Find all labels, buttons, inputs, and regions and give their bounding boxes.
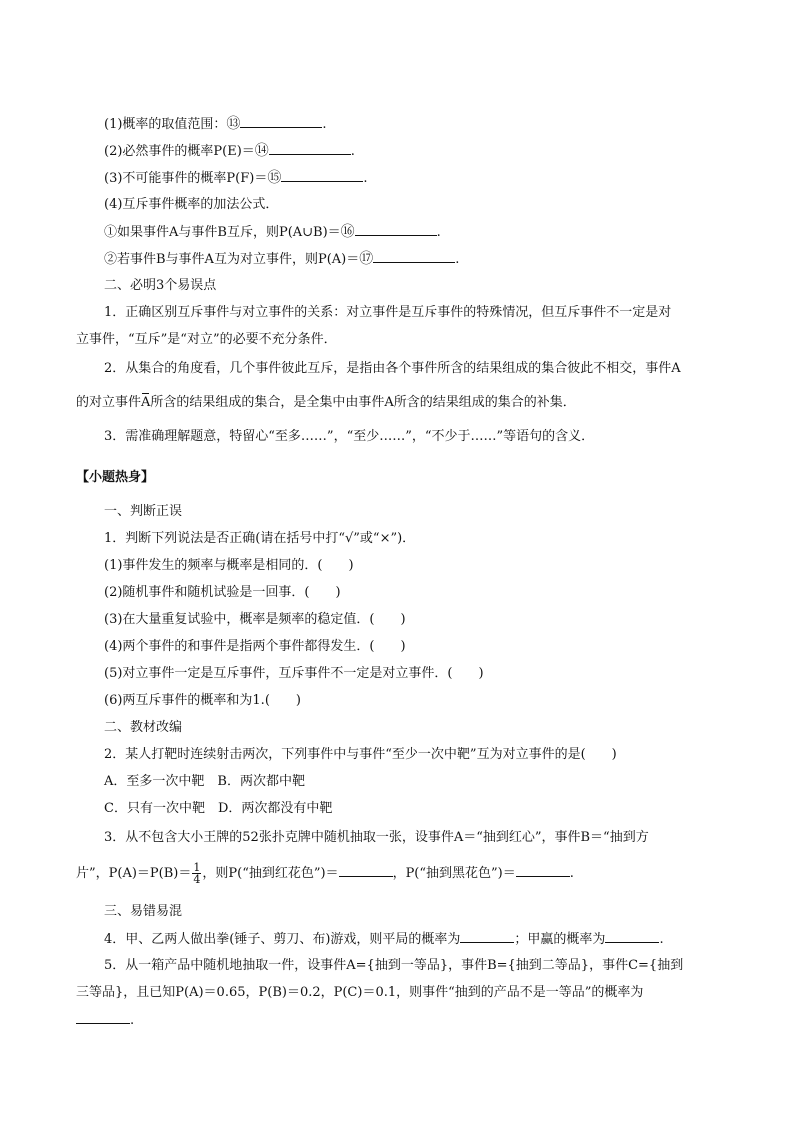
circled-number: ⑭ <box>254 143 269 159</box>
question-stem <box>76 862 574 885</box>
circled-number: ⑬ <box>226 116 241 132</box>
period: . <box>659 932 664 947</box>
paragraph-line: 2．从集合的角度看，几个事件彼此互斥，是指由各个事件所含的结果组成的集合彼此不相交，事件A <box>104 361 681 376</box>
fraction <box>192 862 201 885</box>
answer-blank[interactable] <box>269 142 351 155</box>
answer-blank[interactable] <box>240 115 322 128</box>
answer-blank[interactable] <box>76 1011 130 1024</box>
period: . <box>322 117 327 132</box>
line-prob-range <box>104 115 327 134</box>
text: 片”，P(A)＝P(B)＝ <box>76 866 192 881</box>
text: 所含的结果组成的集合，是全集中由事件A所含的结果组成的集合的补集． <box>150 395 576 410</box>
answer-blank[interactable] <box>460 930 514 943</box>
paragraph-line: 1．正确区别互斥事件与对立事件的关系：对立事件是互斥事件的特殊情况，但互斥事件不一定是对 <box>104 305 672 320</box>
text: ，P(“抽到黑花色”)＝ <box>392 866 516 881</box>
warmup-title: 【小题热身】 <box>76 470 155 485</box>
text: (2)必然事件的概率P(E)＝ <box>104 144 255 159</box>
section-heading: 二、教材改编 <box>104 720 183 735</box>
line-impossible-event <box>104 169 367 188</box>
paragraph-line: 3．需准确理解题意，特留心“至多……”，“至少……”，“不少于……”等语句的含义． <box>104 429 595 444</box>
circled-number: ⑯ <box>340 224 355 240</box>
answer-blank[interactable] <box>355 223 437 236</box>
text: ①如果事件A与事件B互斥，则P(A∪B)＝ <box>104 225 341 240</box>
question-stem: 1．判断下列说法是否正确(请在括号中打“√”或“×”)． <box>104 531 416 546</box>
section-heading: 三、易错易混 <box>104 904 183 919</box>
text: ；甲赢的概率为 <box>514 932 606 947</box>
period: . <box>350 144 355 159</box>
line-mutually-exclusive <box>104 223 441 242</box>
text: (3)不可能事件的概率P(F)＝ <box>104 171 268 186</box>
line-complementary <box>104 250 459 269</box>
section-heading: 一、判断正误 <box>104 504 183 519</box>
question-stem: 2．某人打靶时连续射击两次，下列事件中与事件“至少一次中靶”互为对立事件的是( ) <box>104 747 617 762</box>
statement-item: (3)在大量重复试验中，概率是频率的稳定值．( ) <box>104 612 406 627</box>
choice-line: A．至多一次中靶 B．两次都中靶 <box>104 774 305 789</box>
question-stem: 5．从一箱产品中随机地抽取一件，设事件A={抽到一等品}，事件B={抽到二等品}，事件C={抽到 <box>104 958 684 973</box>
circled-number: ⑮ <box>267 170 282 186</box>
statement-item: (1)事件发生的频率与概率是相同的．( ) <box>104 558 354 573</box>
answer-blank[interactable] <box>281 169 363 182</box>
period: . <box>569 866 574 881</box>
period: . <box>363 171 368 186</box>
choice-line: C．只有一次中靶 D．两次都没有中靶 <box>104 801 333 816</box>
fraction-numerator: 1 <box>193 861 201 874</box>
question-stem: 三等品}，且已知P(A)＝0.65，P(B)＝0.2，P(C)＝0.1，则事件“抽到的产品不是一等品”的概率为 <box>76 985 644 1000</box>
statement-item: (5)对立事件一定是互斥事件，互斥事件不一定是对立事件．( ) <box>104 666 484 681</box>
text: 4．甲、乙两人做出拳(锤子、剪刀、布)游戏，则平局的概率为 <box>104 932 461 947</box>
question-stem <box>104 930 664 949</box>
paragraph-line: 立事件，“互斥”是“对立”的必要不充分条件． <box>76 332 337 347</box>
period: . <box>436 225 441 240</box>
question-stem: 3．从不包含大小王牌的52张扑克牌中随机抽取一张，设事件A＝“抽到红心”，事件B＝“抽到方 <box>104 830 649 845</box>
overlined-symbol: A <box>141 395 151 410</box>
text: ②若事件B与事件A互为对立事件，则P(A)＝ <box>104 252 360 267</box>
question-stem <box>76 1011 134 1030</box>
text: (1)概率的取值范围： <box>104 117 227 132</box>
line-addition-formula: (4)互斥事件概率的加法公式． <box>104 197 279 212</box>
period: . <box>455 252 460 267</box>
fraction-denominator: 4 <box>193 873 201 886</box>
statement-item: (2)随机事件和随机试验是一回事．( ) <box>104 585 341 600</box>
text: ，则P(“抽到红花色”)＝ <box>202 866 339 881</box>
section-heading: 二、必明3个易误点 <box>104 278 217 293</box>
circled-number: ⑰ <box>359 251 374 267</box>
line-certain-event <box>104 142 355 161</box>
text: 的对立事件 <box>76 395 142 410</box>
paragraph-line <box>76 394 576 412</box>
answer-blank[interactable] <box>373 250 455 263</box>
period: . <box>130 1013 135 1028</box>
statement-item: (4)两个事件的和事件是指两个事件都得发生．( ) <box>104 639 406 654</box>
answer-blank[interactable] <box>516 864 570 877</box>
answer-blank[interactable] <box>605 930 659 943</box>
answer-blank[interactable] <box>339 864 393 877</box>
statement-item: (6)两互斥事件的概率和为1.( ) <box>104 693 301 708</box>
